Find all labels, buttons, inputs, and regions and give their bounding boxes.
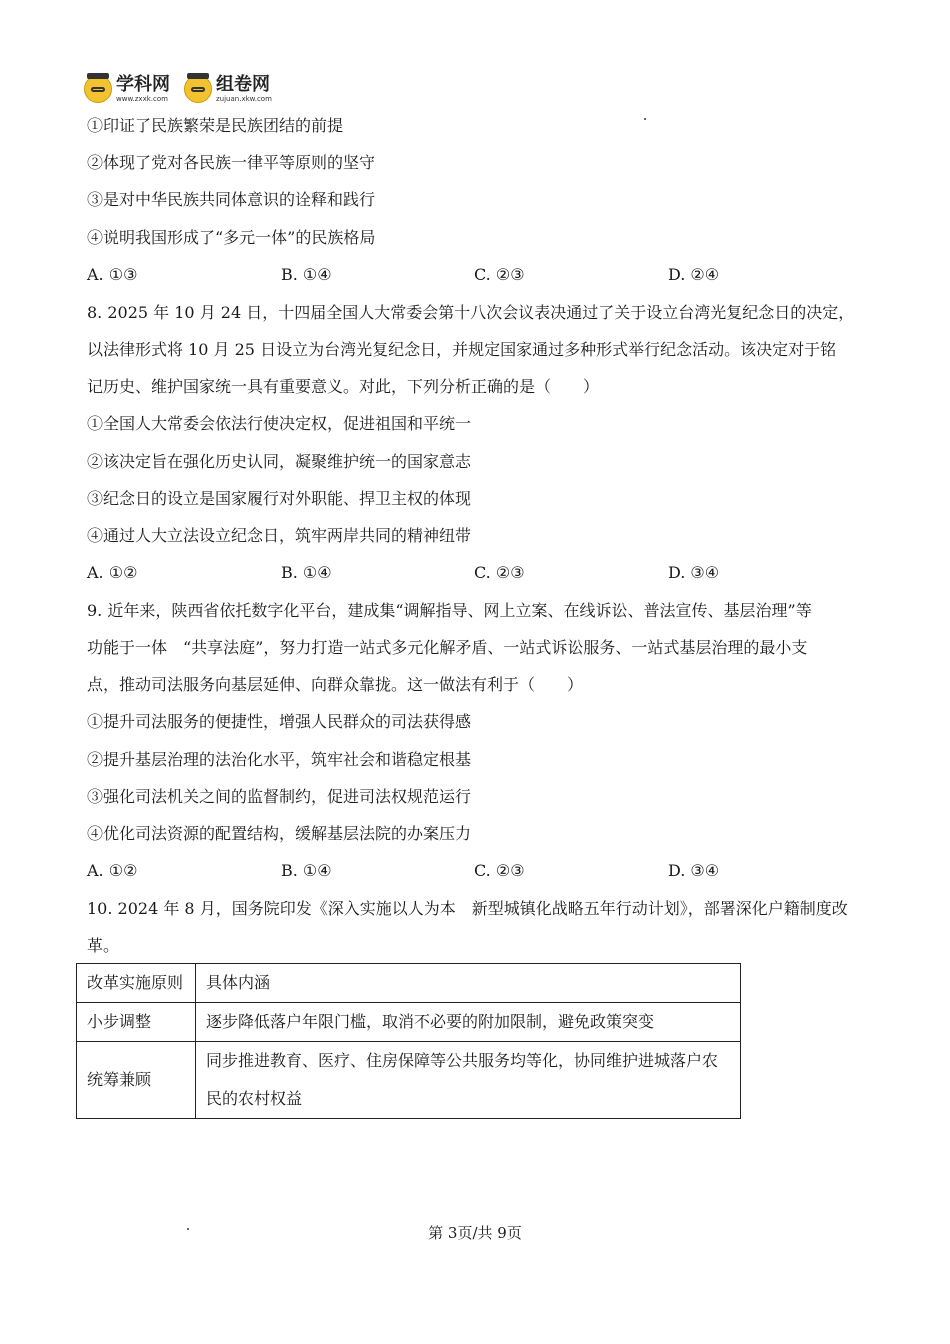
q10-stem: 革。: [87, 936, 120, 955]
q9-stem: 功能于一体 “共享法庭”，努力打造一站式多元化解矛盾、一站式诉讼服务、一站式基层治理的最小支: [87, 638, 808, 657]
logo-zujuan[interactable]: [184, 75, 272, 103]
q8-option-b[interactable]: B. ①④: [281, 563, 332, 582]
mascot-icon: [184, 75, 212, 103]
q9-statement: ③强化司法机关之间的监督制约，促进司法权规范运行: [87, 787, 472, 806]
q7-statement: ①印证了民族繁荣是民族团结的前提: [87, 116, 344, 135]
table-header-cell: 改革实施原则: [77, 964, 196, 1003]
q7-statement: ④说明我国形成了“多元一体”的民族格局: [87, 228, 376, 247]
logo-zxxk[interactable]: [84, 75, 170, 103]
q9-statement: ①提升司法服务的便捷性，增强人民群众的司法获得感: [87, 712, 472, 731]
q9-option-a[interactable]: A. ①②: [87, 861, 138, 880]
logo-zxxk-url: www.zxxk.com: [116, 94, 168, 103]
q9-stem: 9. 近年来，陕西省依托数字化平台，建成集“调解指导、网上立案、在线诉讼、普法宣传、基层治理”等: [87, 601, 812, 620]
table-cell-content: 同步推进教育、医疗、住房保障等公共服务均等化，协同维护进城落户农民的农村权益: [196, 1042, 741, 1119]
q7-statement: ②体现了党对各民族一律平等原则的坚守: [87, 153, 376, 172]
table-row: [77, 1042, 741, 1119]
q9-stem: 点，推动司法服务向基层延伸、向群众靠拢。这一做法有利于（ ）: [87, 675, 584, 694]
logo-zujuan-name: 组卷网: [216, 73, 270, 95]
q7-option-d[interactable]: D. ②④: [668, 265, 720, 284]
q10-stem: 10. 2024 年 8 月，国务院印发《深入实施以人为本 新型城镇化战略五年行动计划》，部署深化户籍制度改: [87, 899, 848, 918]
logo-zxxk-name: 学科网: [116, 73, 170, 95]
q8-stem: 记历史、维护国家统一具有重要意义。对此，下列分析正确的是（ ）: [87, 377, 600, 396]
header-logos: [84, 72, 272, 106]
table-header-row: [77, 964, 741, 1003]
q8-option-a[interactable]: A. ①②: [87, 563, 138, 582]
q7-statement: ③是对中华民族共同体意识的诠释和践行: [87, 190, 376, 209]
mascot-icon: [84, 75, 112, 103]
q8-statement: ②该决定旨在强化历史认同，凝聚维护统一的国家意志: [87, 452, 472, 471]
table-row: [77, 1003, 741, 1042]
q9-statement: ②提升基层治理的法治化水平，筑牢社会和谐稳定根基: [87, 750, 472, 769]
table-cell-content: 逐步降低落户年限门槛，取消不必要的附加限制，避免政策突变: [196, 1003, 741, 1042]
q9-option-b[interactable]: B. ①④: [281, 861, 332, 880]
q7-option-c[interactable]: C. ②③: [474, 265, 525, 284]
q8-statement: ④通过人大立法设立纪念日，筑牢两岸共同的精神纽带: [87, 526, 472, 545]
q9-option-d[interactable]: D. ③④: [668, 861, 720, 880]
q9-statement: ④优化司法资源的配置结构，缓解基层法院的办案压力: [87, 824, 472, 843]
page-footer: 第 3页/共 9页: [428, 1224, 522, 1242]
q8-statement: ①全国人大常委会依法行使决定权，促进祖国和平统一: [87, 414, 472, 433]
q8-option-c[interactable]: C. ②③: [474, 563, 525, 582]
q8-stem: 以法律形式将 10 月 25 日设立为台湾光复纪念日，并规定国家通过多种形式举行纪念活动。该决定对于铭: [87, 340, 837, 359]
q9-option-c[interactable]: C. ②③: [474, 861, 525, 880]
logo-zujuan-url: zujuan.xkw.com: [216, 94, 272, 103]
q8-statement: ③纪念日的设立是国家履行对外职能、捍卫主权的体现: [87, 489, 472, 508]
q7-option-a[interactable]: A. ①③: [87, 265, 138, 284]
table-cell-principle: 小步调整: [77, 1003, 196, 1042]
scan-dot: [644, 118, 646, 120]
table-header-cell: 具体内涵: [196, 964, 741, 1003]
reform-table: [76, 963, 741, 1119]
q8-stem: 8. 2025 年 10 月 24 日，十四届全国人大常委会第十八次会议表决通过了关于设立台湾光复纪念日的决定，: [87, 303, 855, 322]
table-cell-principle: 统筹兼顾: [77, 1042, 196, 1119]
q7-option-b[interactable]: B. ①④: [281, 265, 332, 284]
q8-option-d[interactable]: D. ③④: [668, 563, 720, 582]
